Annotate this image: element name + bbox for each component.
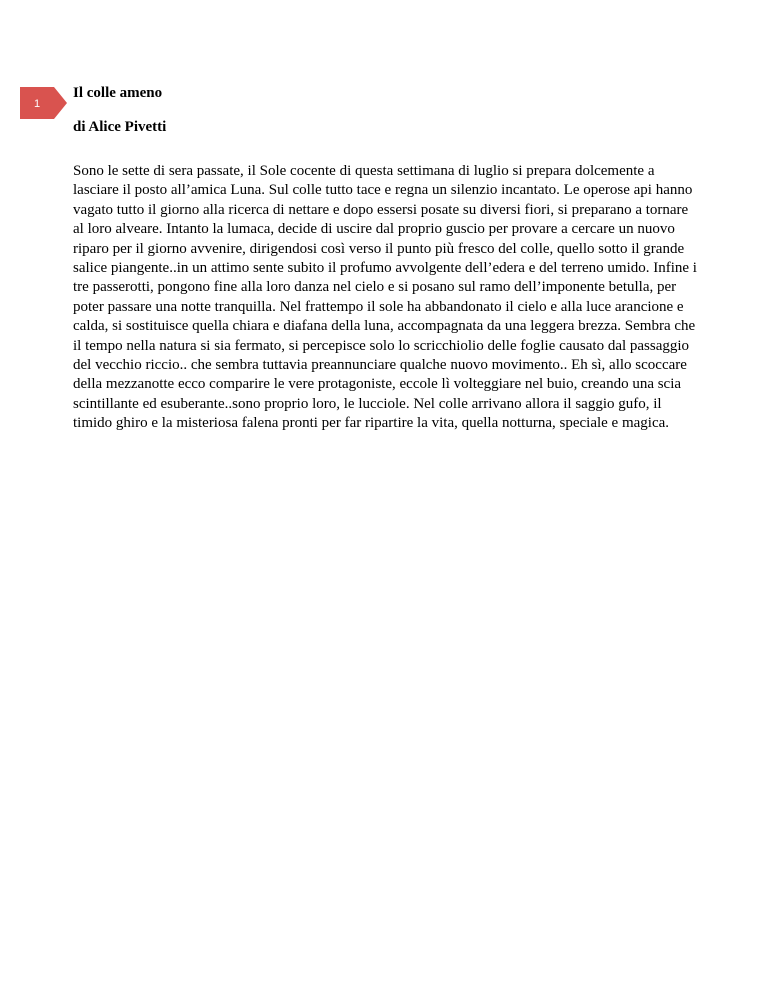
- document-author: di Alice Pivetti: [73, 119, 167, 135]
- body-paragraph: Sono le sette di sera passate, il Sole cocente di questa settimana di luglio si prepara dolcemente a lasciare il posto all’amica Luna. Sul colle tutto tace e regna un silenzio incantato. Le operose api hanno vagato tutto il giorno alla ricerca di nettare e dopo essersi posate su diversi fiori, si preparano a tornare al loro alveare. Intanto la lumaca, decide di uscire dal proprio guscio per provare a cercare un nuovo riparo per il giorno avvenire, dirigendosi così verso il punto più fresco del colle, quello sotto il grande salice piangente..in un attimo sente subito il profumo avvolgente dell’edera e del terreno umido. Infine i tre passerotti, pongono fine alla loro danza nel cielo e si posano sul ramo dell’imponente betulla, per poter passare una notte tranquilla. Nel frattempo il sole ha abbandonato il cielo e alla luce arancione e calda, si sostituisce quella chiara e diafana della luna, accompagnata da una leggera brezza. Sembra che il tempo nella natura si sia fermato, si percepisce solo lo scricchiolio delle foglie causato dal passaggio del vecchio riccio.. che sembra tuttavia preannunciare qualche nuovo movimento.. Eh sì, allo scoccare della mezzanotte ecco comparire le vere protagoniste, eccole lì volteggiare nel buio, creando una scia scintillante ed esuberante..sono proprio loro, le lucciole. Nel colle arrivano allora il saggio gufo, il timido ghiro e la misteriosa falena pronti per far ripartire la vita, quella notturna, speciale e magica.: [73, 163, 697, 432]
- document-title: Il colle ameno: [73, 85, 163, 101]
- page-number: 1: [33, 98, 41, 110]
